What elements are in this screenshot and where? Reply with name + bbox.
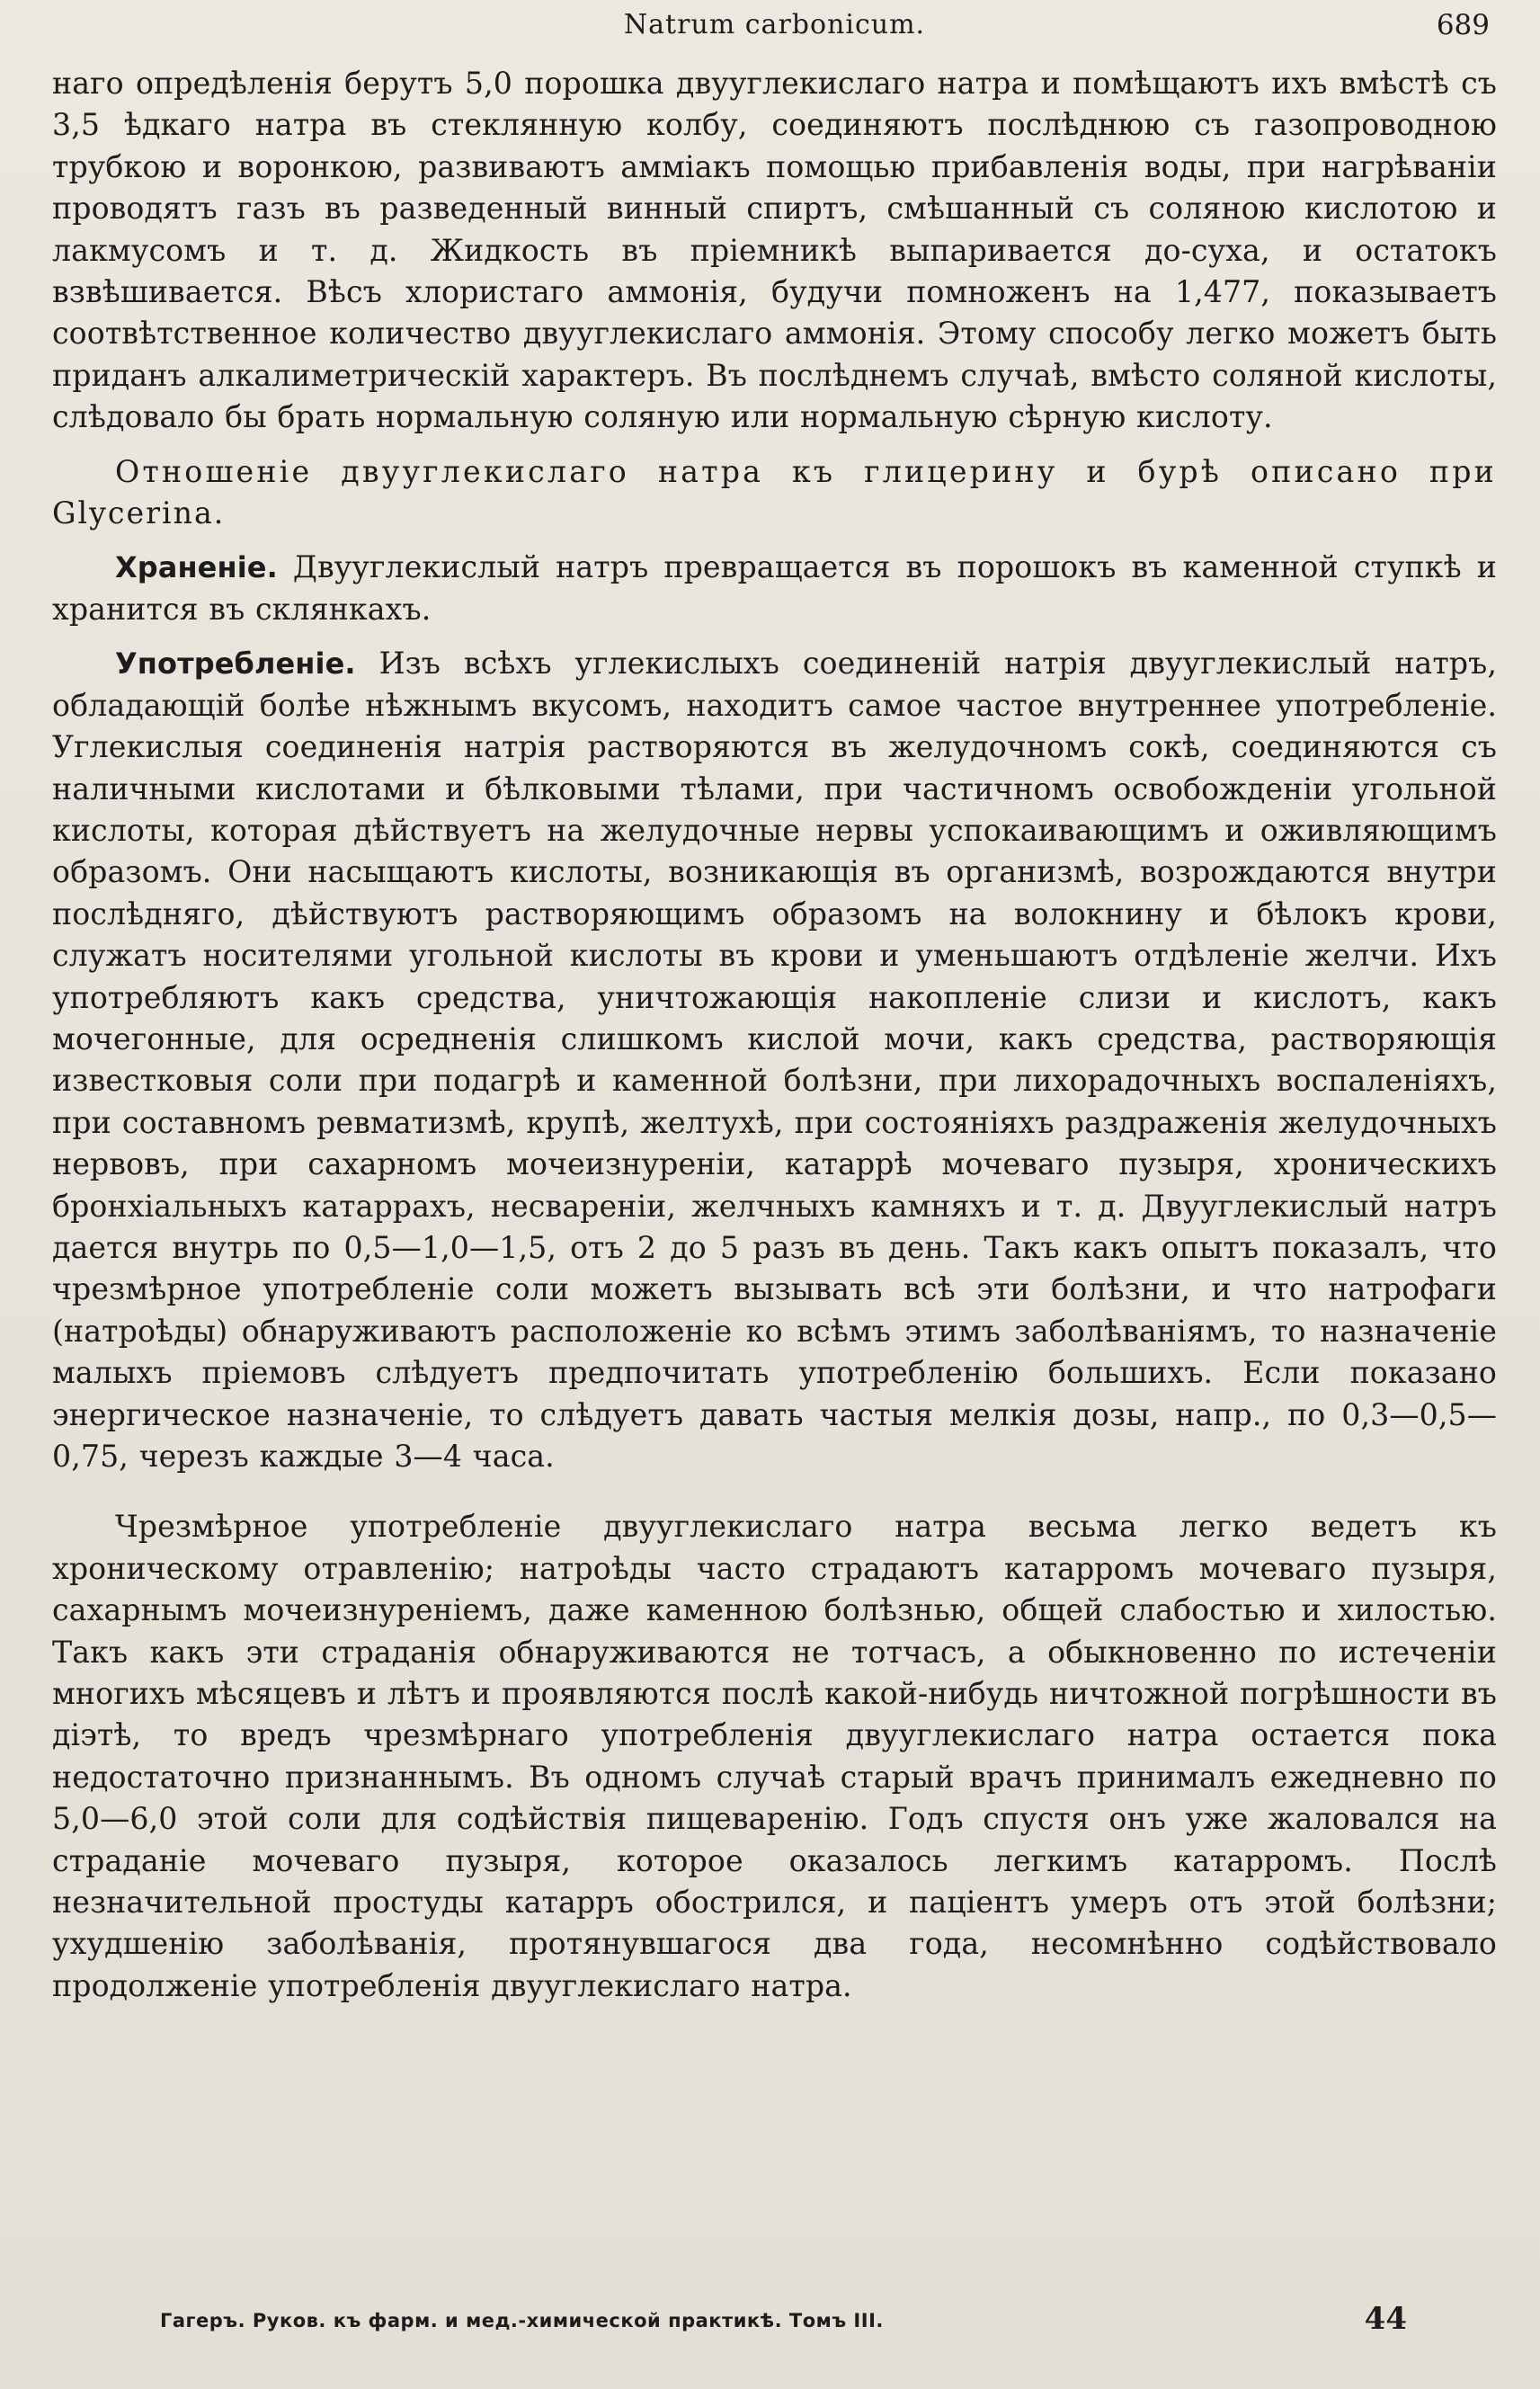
book-reference: Гагеръ. Руков. къ фарм. и мед.-химической практикѣ. Томъ III. [160, 2310, 884, 2331]
paragraph-storage [52, 547, 1497, 630]
paragraph-usage [52, 643, 1497, 1477]
glycerin-relation-text: Отношеніе двууглекислаго натра къ глицерину и бурѣ описано при [115, 453, 1497, 489]
running-head [52, 0, 1497, 63]
paragraph-glycerin-relation [52, 451, 1497, 535]
page-body [52, 63, 1497, 2007]
page-footer [52, 2301, 1497, 2337]
usage-text: Изъ всѣхъ углекислыхъ соединеній натрія двууглекислый натръ, обладающій болѣе нѣжнымъ вкусомъ, находитъ самое частое внутреннее употребленіе. Углекислыя соединенія натрія растворяются въ желудочномъ сокѣ, соединяются съ наличными кислотами и бѣлковыми тѣлами, при частичномъ освобожденіи угольной кислоты, которая дѣйствуетъ на желудочные нервы успокаивающимъ и оживляющимъ образомъ. Они насыщаютъ кислоты, возникающія въ организмѣ, возрождаются внутри послѣдняго, дѣйствуютъ растворяющимъ образомъ на волокнину и бѣлокъ крови, служатъ носителями угольной кислоты въ крови и уменьшаютъ отдѣленіе желчи. Ихъ употребляютъ какъ средства, уничтожающія накопленіе слизи и кислотъ, какъ мочегонные, для осредненія слишкомъ кислой мочи, какъ средства, растворяющія известковыя соли при подагрѣ и каменной болѣзни, при лихорадочныхъ воспаленіяхъ, при составномъ ревматизмѣ, крупѣ, желтухѣ, при состояніяхъ раздраженія желудочныхъ нервовъ, при сахарномъ мочеизнуреніи, катаррѣ мочеваго пузыря, хроническихъ бронхіальныхъ катаррахъ, несвареніи, желчныхъ камняхъ и т. д. Двууглекислый натръ дается внутрь по 0,5—1,0—1,5, отъ 2 до 5 разъ въ день. Такъ какъ опытъ показалъ, что чрезмѣрное употребленіе соли можетъ вызывать всѣ эти болѣзни, и что натрофаги (натроѣды) обнаруживаютъ расположеніе ко всѣмъ этимъ заболѣваніямъ, то назначеніе малыхъ пріемовъ слѣдуетъ предпочитать употребленію большихъ. Если показано энергическое назначеніе, то слѣдуетъ давать частыя мелкія дозы, напр., по 0,3—0,5—0,75, черезъ каждые 3—4 часа. [52, 646, 1497, 1474]
usage-heading: Употребленіе. [115, 646, 356, 682]
page-number: 689 [1436, 9, 1490, 41]
storage-text: Двууглекислый натръ превращается въ порошокъ въ каменной ступкѣ и хранится въ склянкахъ. [52, 549, 1497, 627]
signature-mark: 44 [1364, 2301, 1407, 2337]
storage-heading: Храненіе. [115, 550, 278, 585]
paragraph-overuse: Чрезмѣрное употребленіе двууглекислаго натра весьма легко ведетъ къ хроническому отравленію; натроѣды часто страдаютъ катарромъ мочеваго пузыря, сахарнымъ мочеизнуреніемъ, даже каменною болѣзнью, общей слабостью и хилостью. Такъ какъ эти страданія обнаруживаются не тотчасъ, а обыкновенно по истеченіи многихъ мѣсяцевъ и лѣтъ и проявляются послѣ какой-нибудь ничтожной погрѣшности въ діэтѣ, то вредъ чрезмѣрнаго употребленія двууглекислаго натра остается пока недостаточно признаннымъ. Въ одномъ случаѣ старый врачъ принималъ ежедневно по 5,0—6,0 этой соли для содѣйствія пищеваренію. Годъ спустя онъ уже жаловался на страданіе мочеваго пузыря, которое оказалось легкимъ катарромъ. Послѣ незначительной простуды катарръ обострился, и паціентъ умеръ отъ этой болѣзни; ухудшенію заболѣванія, протянувшагося два года, несомнѣнно содѣйствовало продолженіе употребленія двууглекислаго натра. [52, 1509, 1497, 2003]
glycerina-reference: Glycerina. [52, 495, 226, 531]
paragraph-determination: наго опредѣленія берутъ 5,0 порошка двууглекислаго натра и помѣщаютъ ихъ вмѣстѣ съ 3,5 ѣдкаго натра въ стеклянную колбу, соединяютъ послѣднюю съ газопроводною трубкою и воронкою, развиваютъ амміакъ помощью прибавленія воды, при нагрѣваніи проводятъ газъ въ разведенный винный спиртъ, смѣшанный съ соляною кислотою и лакмусомъ и т. д. Жидкость въ пріемникѣ выпаривается до-суха, и остатокъ взвѣшивается. Вѣсъ хлористаго аммонія, будучи помноженъ на 1,477, показываетъ соотвѣтственное количество двууглекислаго аммонія. Этому способу легко можетъ быть приданъ алкалиметрическій характеръ. Въ послѣднемъ случаѣ, вмѣсто соляной кислоты, слѣдовало бы брать нормальную соляную или нормальную сѣрную кислоту. [52, 66, 1497, 435]
running-title: Natrum carbonicum. [623, 9, 926, 40]
